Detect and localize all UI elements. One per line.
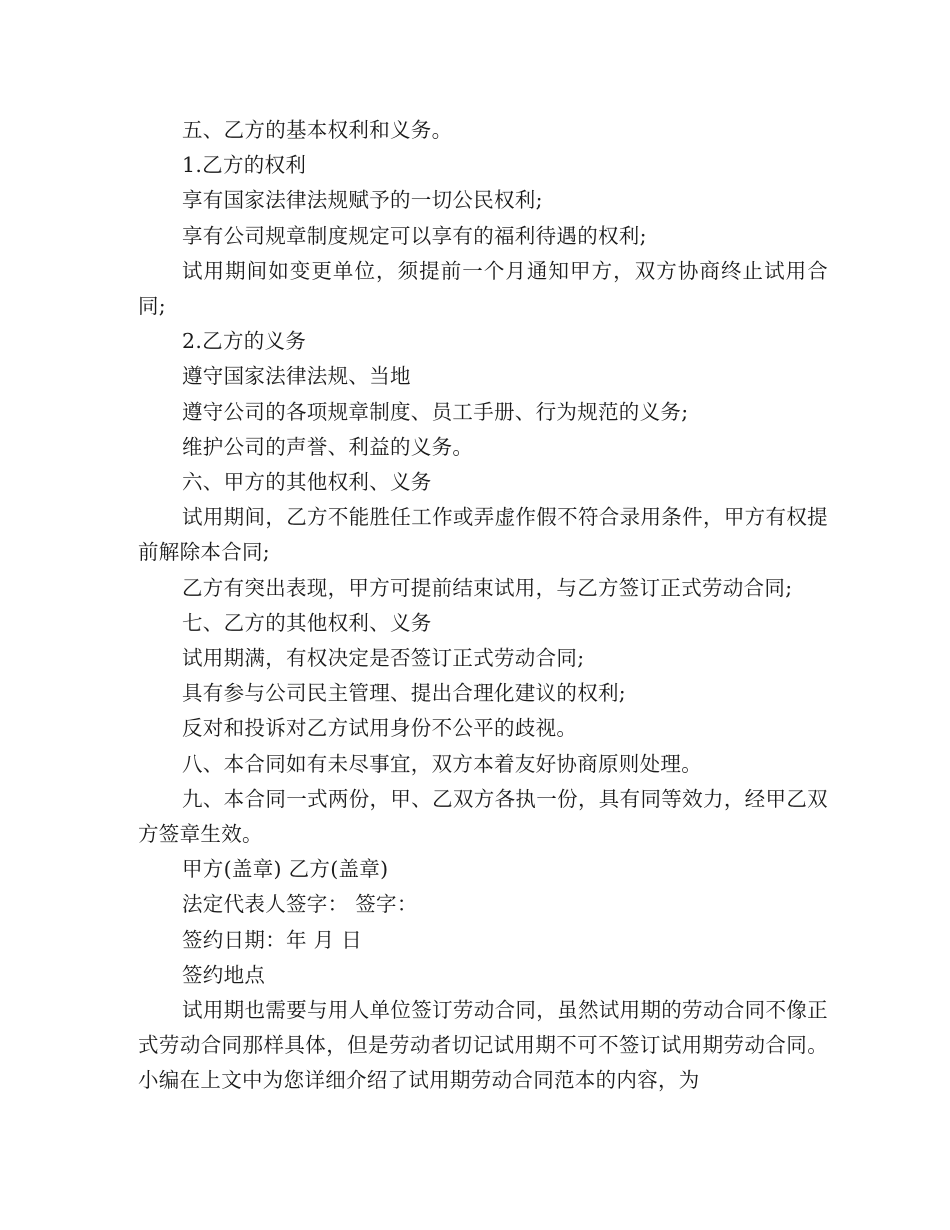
subheading-party-b-obligations: 2.乙方的义务	[182, 329, 307, 354]
section-heading-8: 八、本合同如有未尽事宜，双方本着友好协商原则处理。	[182, 751, 702, 776]
closing-paragraph: 试用期也需要与用人单位签订劳动合同，虽然试用期的劳动合同不像正式劳动合同那样具体，但是劳动者切记试用期不可不签订试用期劳动合同。小编在上文中为您详细介绍了试用期劳动合同范本的内容，为	[138, 998, 828, 1093]
paragraph: 遵守国家法律法规、当地	[182, 364, 411, 389]
paragraph: 试用期间如变更单位，须提前一个月通知甲方，双方协商终止试用合同;	[138, 258, 828, 319]
signing-place-line: 签约地点	[182, 962, 266, 987]
paragraph: 乙方有突出表现，甲方可提前结束试用，与乙方签订正式劳动合同;	[182, 575, 793, 600]
paragraph: 享有公司规章制度规定可以享有的福利待遇的权利;	[182, 223, 647, 248]
paragraph: 具有参与公司民主管理、提出合理化建议的权利;	[182, 681, 627, 706]
paragraph: 享有国家法律法规赋予的一切公民权利;	[182, 188, 543, 213]
signature-line: 法定代表人签字： 签字：	[182, 892, 418, 917]
signing-date-line: 签约日期：年 月 日	[182, 927, 363, 952]
section-heading-6: 六、甲方的其他权利、义务	[182, 470, 432, 495]
paragraph: 维护公司的声誉、利益的义务。	[182, 434, 474, 459]
paragraph: 试用期满，有权决定是否签订正式劳动合同;	[182, 646, 585, 671]
document-body	[138, 113, 828, 1099]
section-heading-7: 七、乙方的其他权利、义务	[182, 610, 432, 635]
section-heading-5: 五、乙方的基本权利和义务。	[182, 118, 453, 142]
section-heading-9: 九、本合同一式两份，甲、乙双方各执一份，具有同等效力，经甲乙双方签章生效。	[138, 786, 828, 847]
paragraph: 反对和投诉对乙方试用身份不公平的歧视。	[182, 716, 578, 741]
subheading-party-b-rights: 1.乙方的权利	[182, 153, 307, 178]
paragraph: 遵守公司的各项规章制度、员工手册、行为规范的义务;	[182, 399, 689, 424]
paragraph: 试用期间，乙方不能胜任工作或弄虚作假不符合录用条件，甲方有权提前解除本合同;	[138, 505, 828, 565]
seal-line: 甲方(盖章) 乙方(盖章)	[182, 857, 389, 882]
